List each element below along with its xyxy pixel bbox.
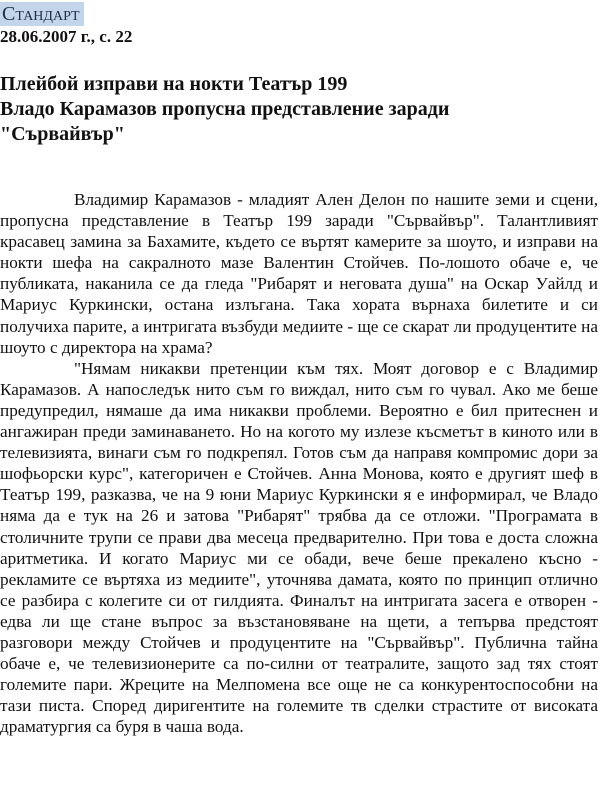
headline-line-1: Плейбой изправи на нокти Театър 199 — [0, 73, 348, 95]
article-body — [0, 189, 598, 737]
dateline: 28.06.2007 г., с. 22 — [0, 27, 133, 46]
publication-masthead: Стандарт — [0, 2, 84, 26]
headline — [0, 72, 600, 147]
article-paragraph-2: "Нямам никакви претенции към тях. Моят договор е с Владимир Карамазов. А напоследък нито съм го виждал, нито съм го чувал. Ако ме беше предупредил, нямаше да има никакви проблеми. Вероятно е бил притеснен и ангажиран преди заминаването. Но на когото му излезе късметът в киното или в телевизията, винаги съм го подкрепял. Готов съм да направя компромис дори за шофьорски курс", категоричен е Стойчев. Анна Монова, която е другият шеф в Театър 199, разказва, че на 9 юни Мариус Куркински я е информирал, че Владо няма да е тук на 26 и затова "Рибарят" трябва да се отложи. "Програмата в столичните трупи се прави два месеца предварително. При това е доста сложна аритметика. И когато Мариус ми се обади, вече беше прекалено късно - рекламите се въртяха из медиите", уточнява дамата, която по принцип отлично се разбира с колегите си от гилдията. Финалът на интригата засега е отворен - едва ли ще стане въпрос за възстановяване на щети, а тепърва предстоят разговори между Стойчев и продуцентите на "Сървайвър". Публична тайна обаче е, че телевизионерите са по-силни от театралите, защото зад тях стоят големите пари. Жреците на Мелпомена все още не са конкурентоспособни на тази писта. Според диригентите на големите тв сделки страстите от високата драматургия са буря в чаша вода. — [0, 358, 598, 737]
article-paragraph-1: Владимир Карамазов - младият Ален Делон по нашите земи и сцени, пропусна представление в Театър 199 заради "Сървайвър". Талантливият красавец замина за Бахамите, където се въртят камерите за шоуто, и изправи на нокти шефа на сакралното мазе Валентин Стойчев. По-лошото обаче е, че публиката, наканила се да гледа "Рибарят и неговата душа" на Оскар Уайлд и Мариус Куркински, остана излъгана. Така хората върнаха билетите и си получиха парите, а интригата възбуди медиите - ще се скарат ли продуцентите на шоуто с директора на храма? — [0, 190, 598, 357]
headline-line-3: "Сървайвър" — [0, 123, 125, 145]
headline-line-2: Владо Карамазов пропусна представление заради — [0, 98, 450, 120]
